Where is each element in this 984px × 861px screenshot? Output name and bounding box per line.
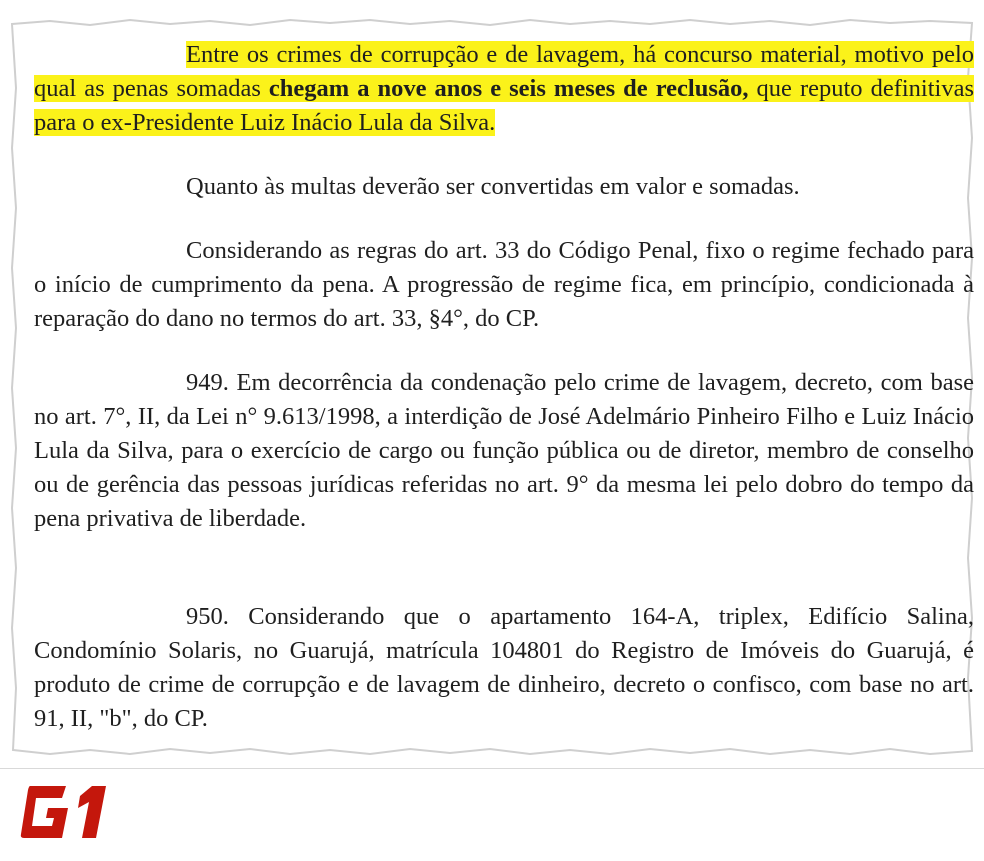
document-page [10, 18, 974, 756]
highlighted-text [34, 41, 974, 136]
paragraph-fines: Quanto às multas deverão ser convertidas em valor e somadas. [186, 173, 800, 200]
paragraph-text: que reputo definitivas para o ex-Presidente Luiz Inácio Lula da Silva. [34, 75, 974, 136]
g1-logo [20, 784, 108, 840]
paragraph-regime: Considerando as regras do art. 33 do Código Penal, fixo o regime fechado para o início de cumprimento da pena. A progressão de regime fica, em princípio, condicionada à reparação do dano no termos do art. 33, §4°, do CP. [34, 237, 974, 332]
paragraph-conclusion [34, 38, 974, 140]
paragraph-949: 949. Em decorrência da condenação pelo crime de lavagem, decreto, com base no art. 7°, II, da Lei n° 9.613/1998, a interdição de José Adelmário Pinheiro Filho e Luiz Inácio Lula da Silva, para o exercício de cargo ou função pública ou de diretor, membro de conselho ou de gerência das pessoas jurídicas referidas no art. 9° da mesma lei pelo dobro do tempo da pena privativa de liberdade. [34, 369, 974, 532]
paragraph-text: Entre os crimes de corrupção e de lavagem, há concurso material, motivo pelo qual as penas somadas [34, 41, 974, 102]
bold-sentence-phrase: chegam a nove anos e seis meses de reclusão, [268, 75, 749, 102]
paragraph-950: 950. Considerando que o apartamento 164-A, triplex, Edifício Salina, Condomínio Solaris, no Guarujá, matrícula 104801 do Registro de Imóveis do Guarujá, é produto de crime de corrupção e de lavagem de dinheiro, decreto o confisco, com base no art. 91, II, "b", do CP. [34, 603, 974, 732]
divider [0, 768, 984, 769]
